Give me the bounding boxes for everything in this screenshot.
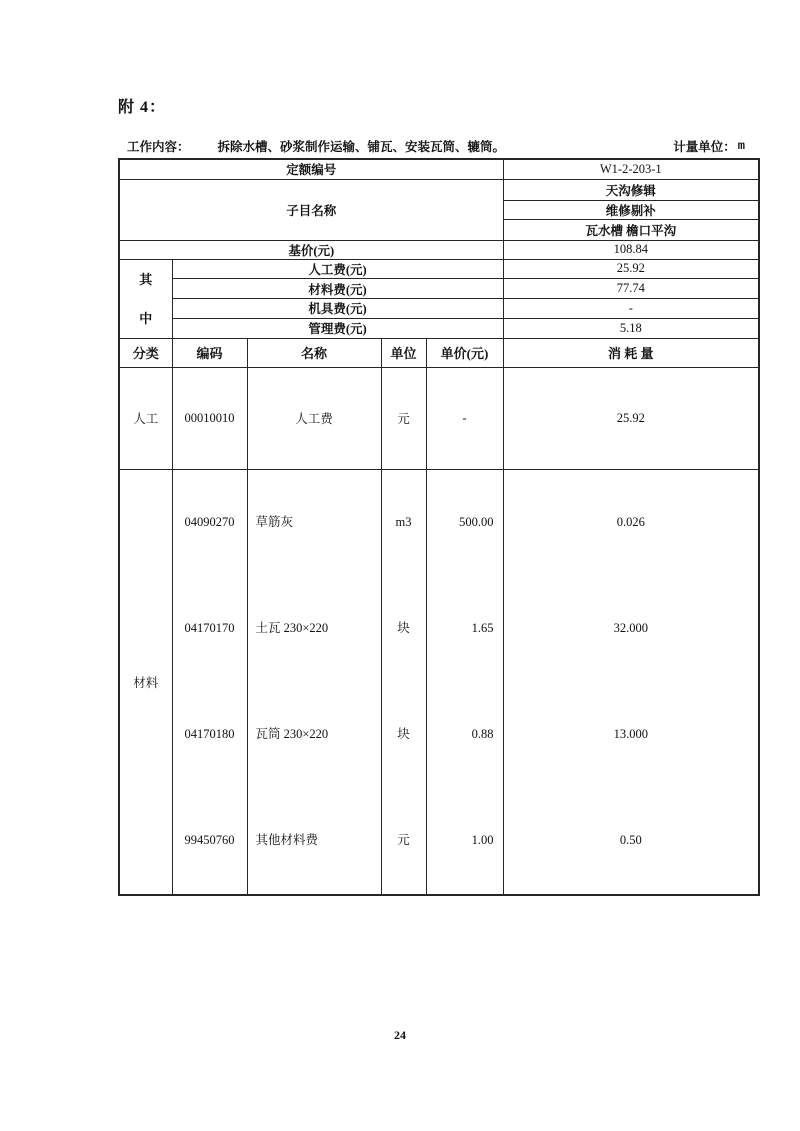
subitem-line-2: 维修剔补 <box>503 200 759 219</box>
labor-price-cell: - <box>426 367 503 469</box>
col-header-price: 单价(元) <box>426 338 503 367</box>
labor-code-cell: 00010010 <box>172 367 247 469</box>
material-name: 其他材料费 <box>255 833 319 847</box>
materials-name-stack <box>248 470 381 894</box>
labor-name-cell: 人工费 <box>247 367 381 469</box>
materials-category-cell: 材料 <box>119 469 172 895</box>
work-content-text: 拆除水槽、砂浆制作运输、铺瓦、安装瓦筒、辘筒。 <box>217 140 506 154</box>
machine-cost-value: - <box>503 299 759 319</box>
materials-consumption-column <box>503 469 759 895</box>
machine-cost-row <box>119 299 759 319</box>
quota-table <box>118 158 760 896</box>
material-code: 04170180 <box>184 727 235 741</box>
work-content-label: 工作内容： <box>127 140 190 154</box>
among-label-stack <box>120 260 172 338</box>
column-header-row <box>119 338 759 367</box>
subitem-row-1 <box>119 179 759 200</box>
measure-unit-label: 计量单位： <box>673 140 736 154</box>
material-unit: 块 <box>397 727 410 741</box>
material-consumption: 32.000 <box>613 621 648 635</box>
material-price: 1.65 <box>471 621 494 635</box>
labor-category-cell: 人工 <box>119 367 172 469</box>
quota-no-label-cell: 定额编号 <box>119 159 503 179</box>
quota-no-value-cell: W1-2-203-1 <box>503 159 759 179</box>
materials-section-row <box>119 469 759 895</box>
material-unit: 元 <box>397 833 410 847</box>
material-code: 99450760 <box>184 833 235 847</box>
materials-price-column <box>426 469 503 895</box>
measure-unit-value: m <box>737 139 745 153</box>
materials-name-column <box>247 469 381 895</box>
material-price: 1.00 <box>471 833 494 847</box>
material-cost-label: 材料费(元) <box>172 279 503 299</box>
material-name: 土瓦 230×220 <box>255 621 329 635</box>
work-content <box>127 137 505 155</box>
labor-data-row <box>119 367 759 469</box>
subitem-line-1: 天沟修辑 <box>503 179 759 200</box>
machine-cost-label: 机具费(元) <box>172 299 503 319</box>
labor-cost-row <box>119 259 759 279</box>
material-price: 0.88 <box>471 727 494 741</box>
material-consumption: 13.000 <box>613 727 648 741</box>
material-code: 04170170 <box>184 621 235 635</box>
management-cost-value: 5.18 <box>503 318 759 338</box>
materials-consumption-stack <box>504 470 759 894</box>
page-number: 24 <box>394 1028 406 1042</box>
materials-unit-column <box>381 469 426 895</box>
management-cost-row <box>119 318 759 338</box>
material-consumption: 0.026 <box>616 515 645 529</box>
materials-code-stack <box>173 470 247 894</box>
material-cost-row <box>119 279 759 299</box>
labor-consumption-cell: 25.92 <box>503 367 759 469</box>
labor-cost-label: 人工费(元) <box>172 259 503 279</box>
subitem-line-3: 瓦水槽 檐口平沟 <box>503 219 759 240</box>
base-price-value-cell: 108.84 <box>503 240 759 259</box>
measure-unit <box>673 137 745 155</box>
labor-cost-value: 25.92 <box>503 259 759 279</box>
base-price-label-cell: 基价(元) <box>119 240 503 259</box>
col-header-unit: 单位 <box>381 338 426 367</box>
materials-code-column <box>172 469 247 895</box>
material-name: 瓦筒 230×220 <box>255 727 329 741</box>
table-meta-row <box>118 136 758 156</box>
material-cost-value: 77.74 <box>503 279 759 299</box>
labor-unit-cell: 元 <box>381 367 426 469</box>
base-price-row <box>119 240 759 259</box>
materials-price-stack <box>427 470 503 894</box>
col-header-category: 分类 <box>119 338 172 367</box>
col-header-name: 名称 <box>247 338 381 367</box>
management-cost-label: 管理费(元) <box>172 318 503 338</box>
among-char-1: 其 <box>139 271 153 287</box>
attachment-title: 附 4： <box>118 99 167 116</box>
among-label-cell <box>119 259 172 338</box>
col-header-consumption: 消 耗 量 <box>503 338 759 367</box>
material-price: 500.00 <box>459 515 494 529</box>
material-consumption: 0.50 <box>619 833 642 847</box>
material-code: 04090270 <box>184 515 235 529</box>
materials-unit-stack <box>382 470 426 894</box>
col-header-code: 编码 <box>172 338 247 367</box>
material-name: 草筋灰 <box>255 515 294 529</box>
quota-no-row <box>119 159 759 179</box>
among-char-2: 中 <box>139 310 153 326</box>
material-unit: 块 <box>397 621 410 635</box>
subitem-label-cell: 子目名称 <box>119 179 503 240</box>
material-unit: m3 <box>395 515 412 529</box>
